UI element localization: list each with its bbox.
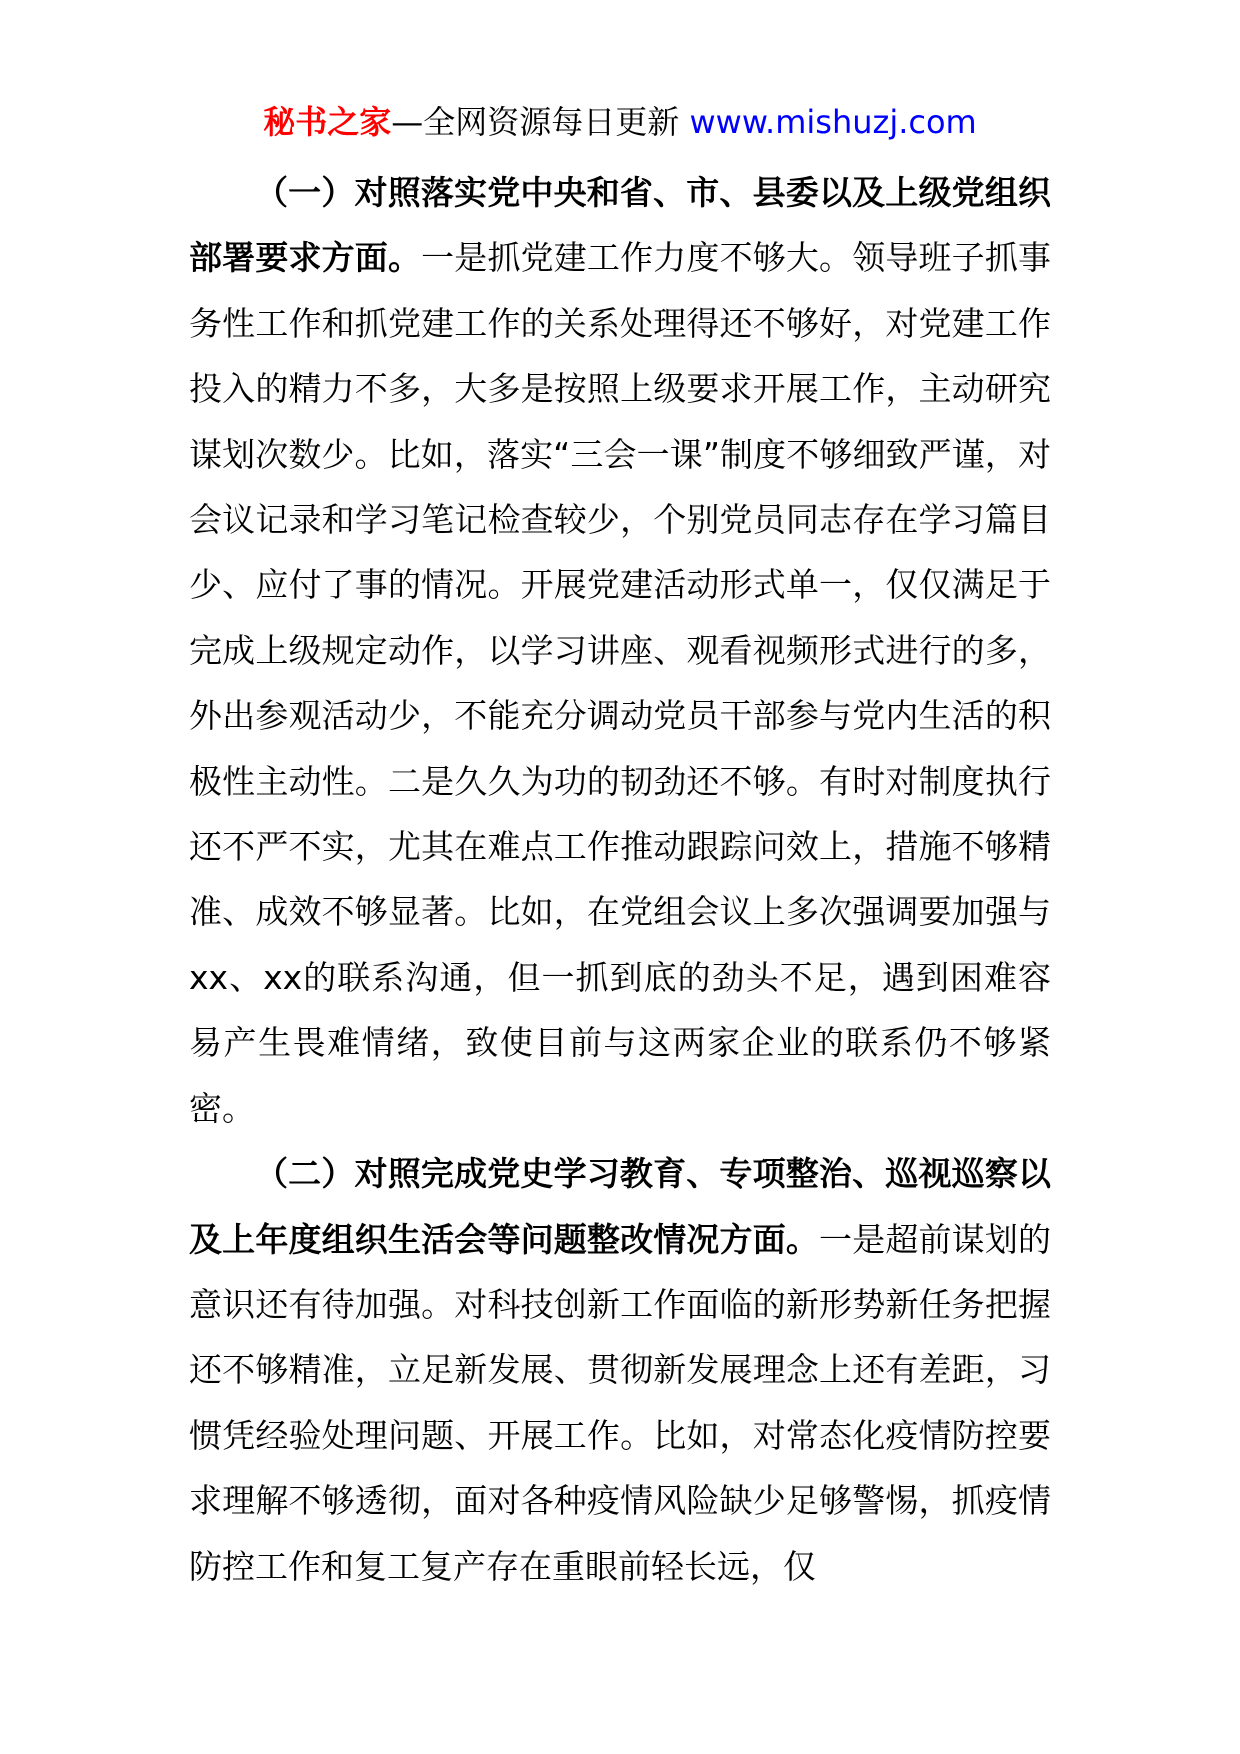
section-heading-1: （一）对照落实党中央和省、市、县委以及上级党组织部署要求方面。 bbox=[189, 173, 1051, 278]
document-body bbox=[189, 160, 1051, 1599]
section-heading-2: （二）对照完成党史学习教育、专项整治、巡视巡察以及上年度组织生活会等问题整改情况方面。 bbox=[189, 1154, 1051, 1259]
banner-slogan: —全网资源每日更新 bbox=[391, 103, 680, 141]
brand-name: 秘书之家 bbox=[263, 103, 392, 141]
paragraph-1 bbox=[189, 160, 1051, 1141]
paragraph-2 bbox=[189, 1141, 1051, 1599]
paragraph-1-body: 一是抓党建工作力度不够大。领导班子抓事务性工作和抓党建工作的关系处理得还不够好，对党建工作投入的精力不多，大多是按照上级要求开展工作，主动研究谋划次数少。比如，落实“三会一课”制度不够细致严谨，对会议记录和学习笔记检查较少，个别党员同志存在学习篇目少、应付了事的情况。开展党建活动形式单一，仅仅满足于完成上级规定动作，以学习讲座、观看视频形式进行的多，外出参观活动少，不能充分调动党员干部参与党内生活的积极性主动性。二是久久为功的韧劲还不够。有时对制度执行还不严不实，尤其在难点工作推动跟踪问效上，措施不够精准、成效不够显著。比如，在党组会议上多次强调要加强与xx、xx的联系沟通，但一抓到底的劲头不足，遇到困难容易产生畏难情绪，致使目前与这两家企业的联系仍不够紧密。 bbox=[189, 238, 1052, 1128]
paragraph-2-body: 一是超前谋划的意识还有待加强。对科技创新工作面临的新形势新任务把握还不够精准，立足新发展、贯彻新发展理念上还有差距，习惯凭经验处理问题、开展工作。比如，对常态化疫情防控要求理解不够透彻，面对各种疫情风险缺少足够警惕，抓疫情防控工作和复工复产存在重眼前轻长远，仅 bbox=[189, 1219, 1052, 1586]
site-banner bbox=[0, 100, 1240, 144]
site-url-link[interactable]: www.mishuzj.com bbox=[689, 103, 977, 141]
